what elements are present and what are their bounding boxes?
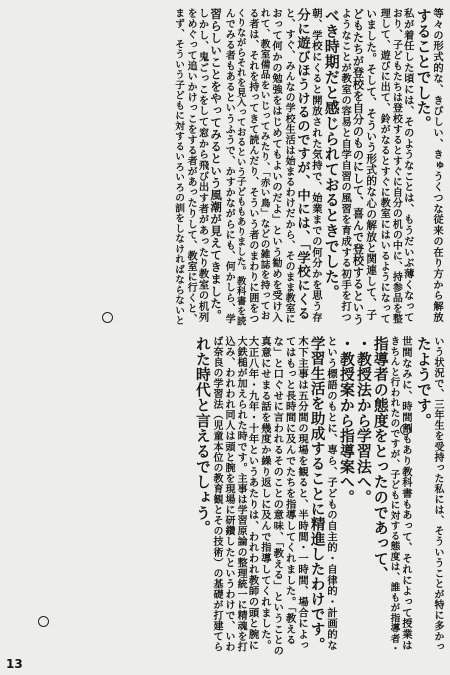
- text-column: たようです。: [414, 336, 432, 429]
- text-column: 世間なみに、時間割もあり教科書もあって、それによって授業は: [399, 336, 412, 651]
- text-column: ・教授法から学習法へ。: [354, 336, 372, 505]
- page-number: 13: [6, 657, 23, 671]
- text-column: べき時期だと感じられておるときでした。: [322, 8, 340, 300]
- text-column: をめぐって追いかけっこをする者があったりして、教室に行くと、: [185, 8, 197, 325]
- text-column: くりながらそれを見入っておるという子どももありました。教科書を読: [234, 8, 246, 327]
- text-column: ようなことが教室の容易と自学自習の風習を育成する初手を打つ: [339, 8, 352, 323]
- text-column: 指導者の態度をとったのであって、: [371, 336, 389, 582]
- text-column: 私が着任した頃には、そのようなことは、もうだいぶ薄くなって: [401, 8, 414, 323]
- text-column: どもたちが登校を自分のものにして、喜んで登校するという: [351, 8, 366, 326]
- upper-text-block: [173, 8, 442, 326]
- text-column: おって何かの勉強をはじめてもよいのだよ」という勧めを受け入: [270, 8, 282, 323]
- text-column: れた時代と言えるでしょう。: [193, 336, 211, 536]
- text-column: てはもっと長時間に及んでたちを指導してくれました。「教える: [283, 336, 296, 646]
- text-column: な」と口ぐせに言われるそのことの意味、「教える」ということの: [271, 336, 284, 657]
- text-column: と、すぐ、みんなの学校生活は始まるわけだから、そのまま教室に: [283, 8, 295, 325]
- text-column: 真意にせまる話を幾度か繰り返しに及んで指導してくれました。: [258, 336, 271, 651]
- text-column: きちんと行われたのですが、子どもに対する態度は、誰もが指導者・: [388, 336, 400, 654]
- text-column: 大鉄槌が加えられた時です。主事は学習原論の整理統一に精魂を打: [235, 336, 247, 653]
- text-column: ば奈良の学習法（児童本位の教育観とその技術）の基礎が打建てら: [210, 336, 222, 653]
- text-column: 朝、学校にくると開放された気持で、始業までの何分かを思う存: [309, 8, 322, 323]
- text-column: することでした。: [414, 8, 432, 131]
- text-column: れて、教室備品をいじってみたり、「赤い鳥」などの雑誌を持ってお: [258, 8, 270, 321]
- text-column: ・教授案から指導案へ。: [337, 336, 355, 505]
- binding-hole-mark: [102, 312, 113, 323]
- text-column: 込み、われわれ同人は頭と腕を現場に研鑽したというわけで、いわ: [223, 336, 235, 653]
- text-column: しかし、鬼ごっこをして窓から飛び出す者があったり教室の机列: [196, 8, 209, 323]
- text-column: 理して、遊びに出て、鈴がなるとすぐに教室にはいるようになって: [378, 8, 390, 325]
- text-column: る者は、それを持ってきて読んだり、そういう者のまわりに囲をつ: [246, 8, 258, 325]
- text-column: いました。そして、そういう形式的な心の解放と関連して、子: [365, 8, 378, 321]
- text-column: 分に遊びほうけるのですが、中には、「学校にくる: [294, 8, 310, 320]
- text-column: んでみる者もあるというふうで、かすかながらにも、何かしら、学: [223, 8, 235, 325]
- text-column: 大正八年・九年・十年というあたりは、われわれ教師の頭と腕に: [246, 336, 259, 651]
- text-column: 等々の形式的な、きびしい、きゅうくつな従来の在り方から解放: [431, 8, 443, 323]
- binding-hole-mark: [38, 616, 49, 627]
- text-column: 習らしいことをやってみるという風潮が見えてきました。: [209, 8, 224, 322]
- text-column: という標語のもとに、専ら、子どもの自主的・自律的・計画的な: [325, 336, 338, 651]
- text-column: 木下主事は五分間の現場を観ると、半時間・一時間、場合によっ: [296, 336, 309, 651]
- text-column: いう状況で、三年生を受持った私には、そういうことが特に多かっ: [432, 336, 443, 653]
- binding-hole-mark: [400, 424, 411, 435]
- lower-text-block: [194, 336, 442, 656]
- text-column: まず、そういう子どもに対するいろいろの訓をしなければならないと: [173, 8, 185, 326]
- text-column: 学習生活を助成することに精進したわけです。: [308, 336, 326, 653]
- text-column: おり、子どもたちは登校するとすぐに自分の机の中に、持参品を整: [390, 8, 402, 325]
